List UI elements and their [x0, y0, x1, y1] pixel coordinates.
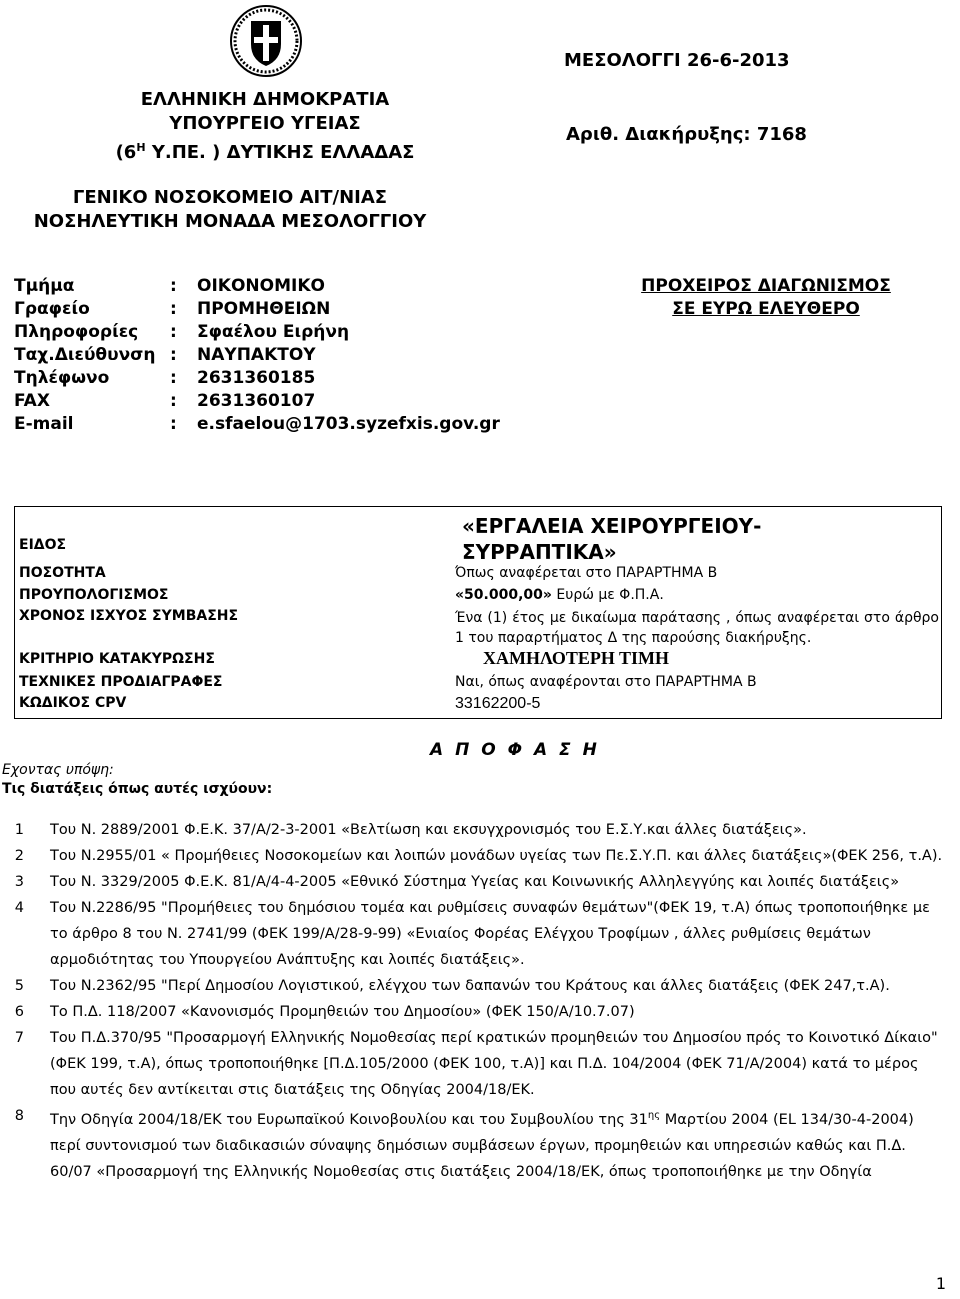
item-number: 7 [14, 1030, 24, 1046]
tender-summary-box [14, 506, 942, 719]
unit-line: ΝΟΣΗΛΕΥΤΙΚΗ ΜΟΝΑΔΑ ΜΕΣΟΛΟΓΓΙΟΥ [33, 211, 427, 232]
list-item [0, 1103, 946, 1185]
summary-value [462, 513, 946, 565]
info-row [14, 390, 500, 413]
info-value: ΟΙΚΟΝΟΜΙΚΟ [197, 276, 325, 296]
place-date: ΜΕΣΟΛΟΓΓΙ 26-6-2013 [564, 50, 790, 71]
list-item [0, 869, 946, 895]
ministry-header [80, 88, 450, 165]
list-item [0, 817, 946, 843]
procedure-type [630, 275, 902, 321]
info-colon: : [170, 345, 177, 365]
email-link[interactable]: e.sfaelou@1703.syzefxis.gov.gr [197, 414, 500, 434]
hospital-name [20, 186, 440, 234]
summary-label: ΠΡΟΥΠΟΛΟΓΙΣΜΟΣ [19, 587, 169, 603]
region-rest: Υ.ΠΕ. ) ΔΥΤΙΚΗΣ ΕΛΛΑΔΑΣ [145, 142, 415, 163]
summary-label: ΚΩΔΙΚΟΣ CPV [19, 695, 127, 711]
item-text: Του Ν.2286/95 "Προμήθειες του δημόσιου τομέα και ρυθμίσεις συναφών θεμάτων"(ΦΕΚ 19, τ.Α) όπως τροποποιήθηκε με το άρθρο 8 του Ν. 2741/99 (ΦΕΚ 199/Α/28-9-99) «Ενιαίος Φορέας Ελέγχου Τροφίμων , άλλες ρυθμίσεις θεμάτων αρμοδιότητας του Υπουργείου Ανάπτυξης και λοιπές διατάξεις». [50, 900, 930, 968]
item-number: 5 [14, 978, 24, 994]
item-number: 6 [14, 1004, 24, 1020]
summary-row-eidos [15, 513, 941, 565]
item8-part1: Την Οδηγία 2004/18/ΕΚ του Ευρωπαϊκού Κοινοβουλίου και του Συμβουλίου της 31 [50, 1111, 648, 1128]
procedure-line: ΠΡΟΧΕΙΡΟΣ ΔΙΑΓΩΝΙΣΜΟΣ [641, 276, 891, 296]
summary-label: ΠΟΣΟΤΗΤΑ [19, 565, 106, 581]
item-text [50, 1103, 946, 1185]
summary-row-posotita [15, 565, 941, 585]
item-text: Το Π.Δ. 118/2007 «Κανονισμός Προμηθειών του Δημοσίου» (ΦΕΚ 150/Α/10.7.07) [50, 1004, 635, 1020]
info-value: 2631360107 [197, 391, 316, 411]
summary-value: 33162200-5 [455, 695, 541, 712]
info-label: FAX [14, 391, 50, 411]
info-row [14, 321, 500, 344]
info-colon: : [170, 391, 177, 411]
eidos-line: ΣΥΡΡΑΠΤΙΚΑ» [462, 540, 617, 564]
summary-label: ΕΙΔΟΣ [19, 537, 67, 553]
summary-value [455, 587, 939, 603]
list-item [0, 895, 946, 973]
summary-label: ΧΡΟΝΟΣ ΙΣΧΥΟΣ ΣΥΜΒΑΣΗΣ [19, 608, 239, 624]
republic-line: ΕΛΛΗΝΙΚΗ ΔΗΜΟΚΡΑΤΙΑ [140, 89, 390, 110]
provisions-intro: Τις διατάξεις όπως αυτές ισχύουν: [2, 781, 273, 797]
info-label: Πληροφορίες [14, 322, 139, 342]
decision-title: Α Π Ο Φ Α Σ Η [430, 740, 600, 760]
list-item [0, 843, 946, 869]
contact-info [14, 275, 500, 436]
info-row [14, 298, 500, 321]
tender-number: Αριθ. Διακήρυξης: 7168 [566, 124, 807, 145]
info-label: Ταχ.Διεύθυνση [14, 345, 156, 365]
item-number: 1 [14, 822, 24, 838]
item-text: Του Ν.2362/95 "Περί Δημοσίου Λογιστικού, ελέγχου των δαπανών του Κράτους και άλλες διατάξεις (ΦΕΚ 247,τ.Α). [50, 978, 890, 994]
item-text: Του Ν. 3329/2005 Φ.Ε.Κ. 81/Α/4-4-2005 «Εθνικό Σύστημα Υγείας και Κοινωνικής Αλληλεγγύης και λοιπές διατάξεις» [50, 874, 900, 890]
item-number: 3 [14, 874, 24, 890]
item8-sup: ης [647, 1110, 661, 1121]
list-item [0, 973, 946, 999]
info-colon: : [170, 276, 177, 296]
summary-value: Όπως αναφέρεται στο ΠΑΡΑΡΤΗΜΑ Β [455, 565, 718, 581]
info-colon: : [170, 322, 177, 342]
item8-part2: Μαρτίου 2004 (EL 134/30-4-2004) περί συντονισμού των διαδικασιών σύναψης δημόσιων συμβάσεων έργων, προμηθειών και υπηρεσιών καθώς και Π.Δ. 60/07 «Προσαρμογή της Ελληνικής Νομοθεσίας στις διατάξεις 2004/18/ΕΚ, όπως τροποποιήθηκε με την Οδηγία [50, 1111, 914, 1180]
summary-value: ΧΑΜΗΛΟΤΕΡΗ ΤΙΜΗ [483, 648, 670, 668]
info-label: Τμήμα [14, 276, 75, 296]
info-label: Γραφείο [14, 299, 90, 319]
item-number: 2 [14, 848, 24, 864]
list-item [0, 999, 946, 1025]
summary-row-cpv [15, 695, 941, 717]
region-sup: Η [136, 141, 146, 154]
budget-amount: «50.000,00» [455, 587, 552, 603]
procedure-line: ΣΕ ΕΥΡΩ ΕΛΕΥΘΕΡΟ [672, 299, 860, 319]
info-row [14, 413, 500, 436]
summary-value: Ναι, όπως αναφέρονται στο ΠΑΡΑΡΤΗΜΑ Β [455, 674, 757, 690]
info-colon: : [170, 299, 177, 319]
item-text: Του Π.Δ.370/95 "Προσαρμογή Ελληνικής Νομοθεσίας περί κρατικών προμηθειών του Δημοσίου πρός το Κοινοτικό Δίκαιο"(ΦΕΚ 199, τ.Α), όπως τροποποιήθηκε [Π.Δ.105/2000 (ΦΕΚ 100, τ.Α)] και Π.Δ. 104/2004 (ΦΕΚ 71/Α/2004) κατά το μέρος που αυτές δεν αντίκειται στις διατάξεις της Οδηγίας 2004/18/ΕΚ. [50, 1030, 938, 1098]
eidos-line: «ΕΡΓΑΛΕΙΑ ΧΕΙΡΟΥΡΓΕΙΟΥ- [462, 514, 762, 538]
info-label: E-mail [14, 414, 74, 434]
info-colon: : [170, 414, 177, 434]
having-in-mind: Εχοντας υπόψη: [2, 762, 114, 778]
info-row [14, 344, 500, 367]
ministry-line: ΥΠΟΥΡΓΕΙΟ ΥΓΕΙΑΣ [169, 113, 361, 134]
region-prefix: (6 [115, 142, 137, 163]
info-value: 2631360185 [197, 368, 316, 388]
summary-label: ΚΡΙΤΗΡΙΟ ΚΑΤΑΚΥΡΩΣΗΣ [19, 651, 215, 667]
info-value: Σφαέλου Ειρήνη [197, 322, 350, 342]
page-number: 1 [935, 1274, 946, 1293]
list-item [0, 1025, 946, 1103]
info-label: Τηλέφωνο [14, 368, 110, 388]
legal-provisions-list [0, 817, 946, 1185]
info-value: ΝΑΥΠΑΚΤΟΥ [197, 345, 316, 365]
item-text: Του Ν.2955/01 « Προμήθειες Νοσοκομείων και λοιπών μονάδων υγείας των Πε.Σ.Υ.Π. και άλλες διατάξεις»(ΦΕΚ 256, τ.Α). [50, 848, 943, 864]
budget-suffix: Ευρώ με Φ.Π.Α. [551, 587, 664, 603]
info-value: ΠΡΟΜΗΘΕΙΩΝ [197, 299, 331, 319]
summary-row-budget [15, 587, 941, 607]
item-number: 4 [14, 900, 24, 916]
greek-emblem-icon [229, 4, 303, 78]
summary-value: Ένα (1) έτος με δικαίωμα παράτασης , όπως αναφέρεται στο άρθρο 1 του παραρτήματος Δ της παρούσης διακήρυξης. [455, 610, 939, 646]
info-row [14, 367, 500, 390]
summary-row-criterion [15, 648, 941, 672]
summary-row-duration [15, 608, 941, 648]
info-row [14, 275, 500, 298]
summary-row-specs [15, 674, 941, 694]
hospital-line: ΓΕΝΙΚΟ ΝΟΣΟΚΟΜΕΙΟ ΑΙΤ/ΝΙΑΣ [72, 187, 388, 208]
item-text: Του Ν. 2889/2001 Φ.Ε.Κ. 37/Α/2-3-2001 «Βελτίωση και εκσυγχρονισμός του Ε.Σ.Υ.και άλλες διατάξεις». [50, 822, 807, 838]
info-colon: : [170, 368, 177, 388]
region-line [80, 136, 450, 165]
item-number: 8 [14, 1108, 24, 1124]
summary-label: ΤΕΧΝΙΚΕΣ ΠΡΟΔΙΑΓΡΑΦΕΣ [19, 674, 223, 690]
